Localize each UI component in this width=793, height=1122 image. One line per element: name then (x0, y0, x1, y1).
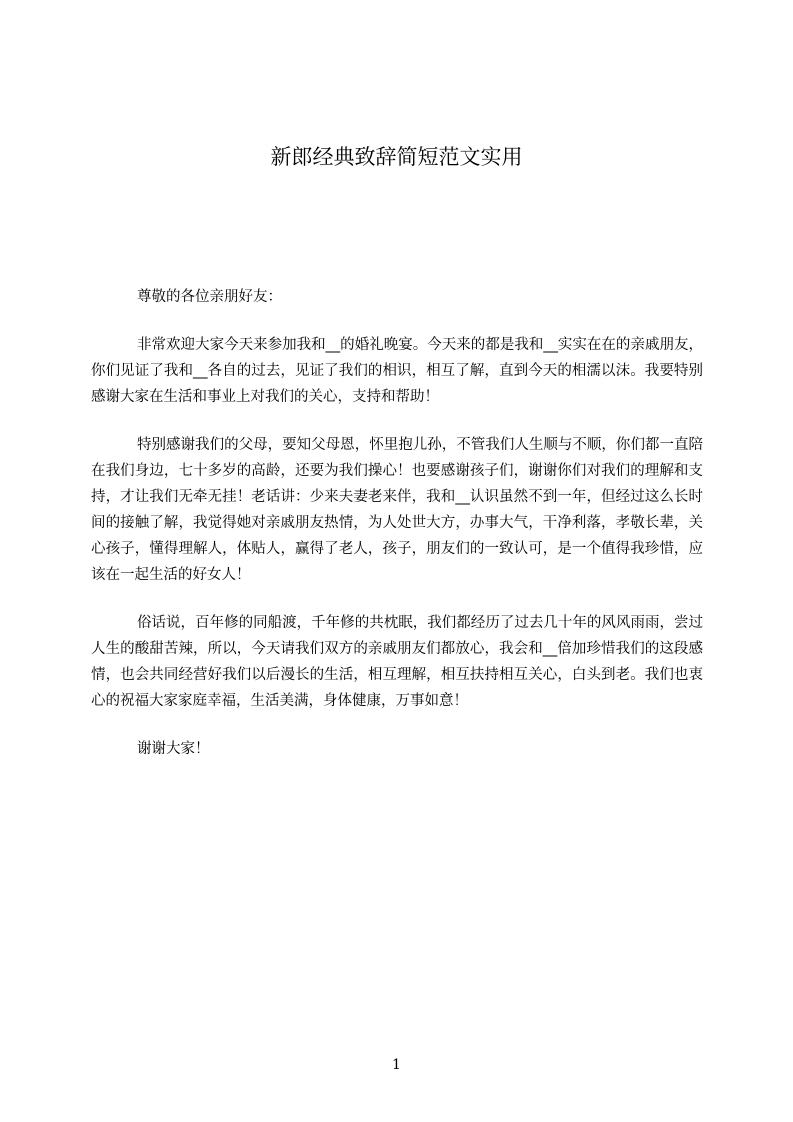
page-number: 1 (392, 1057, 401, 1073)
document-body (91, 284, 703, 762)
paragraph-blessing: 俗话说，百年修的同船渡，千年修的共枕眠，我们都经历了过去几十年的风风雨雨，尝过人生的酸甜苦辣，所以，今天请我们双方的亲戚朋友们都放心，我会和__倍加珍惜我们的这段感情，也会共同经营好我们以后漫长的生活，相互理解，相互扶持相互关心，白头到老。我们也衷心的祝福大家家庭幸福，生活美满，身体健康，万事如意！ (91, 615, 703, 709)
closing-remark: 谢谢大家！ (137, 741, 210, 757)
greeting: 尊敬的各位亲朋好友： (137, 289, 282, 305)
paragraph-thanks-parents: 特别感谢我们的父母，要知父母恩，怀里抱儿孙，不管我们人生顺与不顺，你们都一直陪在我们身边，七十多岁的高龄，还要为我们操心！也要感谢孩子们，谢谢你们对我们的理解和支持，才让我们无牵无挂！老话讲：少来夫妻老来伴，我和__认识虽然不到一年，但经过这么长时间的接触了解，我觉得她对亲戚朋友热情，为人处世大方，办事大气，干净利落，孝敬长辈，关心孩子，懂得理解人，体贴人，赢得了老人，孩子，朋友们的一致认可，是一个值得我珍惜，应该在一起生活的好女人！ (91, 437, 703, 583)
paragraph-welcome: 非常欢迎大家今天来参加我和__的婚礼晚宴。今天来的都是我和__实实在在的亲戚朋友，你们见证了我和__各自的过去，见证了我们的相识，相互了解，直到今天的相濡以沫。我要特别感谢大家在生活和事业上对我们的关心，支持和帮助！ (91, 337, 703, 405)
document-title: 新郎经典致辞简短范文实用 (270, 145, 523, 169)
